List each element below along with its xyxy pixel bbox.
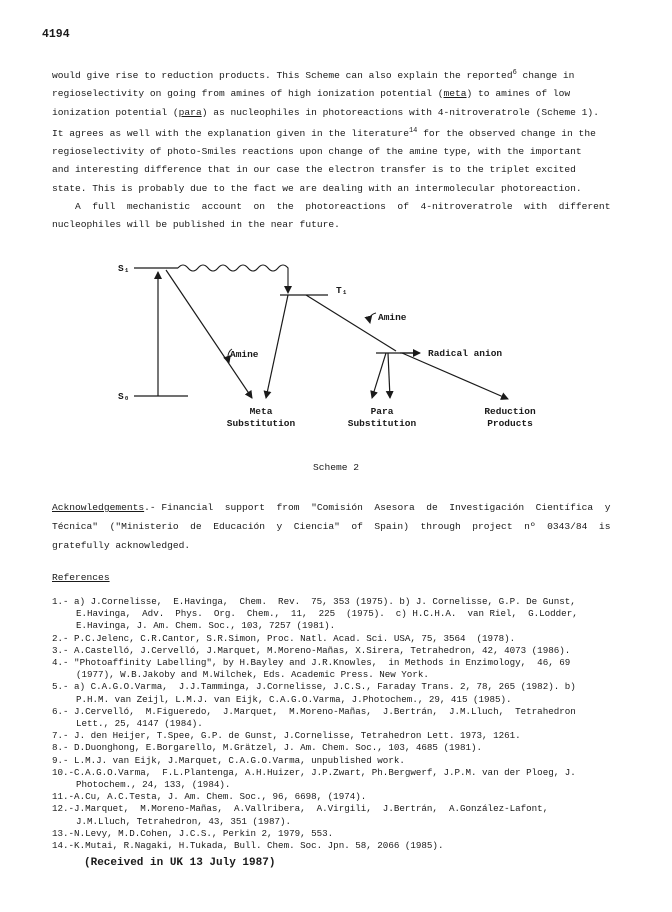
reference-item — [52, 657, 624, 681]
t1-to-meta-arrow — [266, 295, 288, 398]
body-paragraph — [52, 64, 620, 234]
radical-to-para-arrow-2 — [388, 353, 390, 398]
isc-wavy-arrow — [178, 265, 288, 293]
amine-top-curl-arrow — [370, 313, 376, 323]
body-line-5: regioselectivity of photo-Smiles reactions upon change of the amine type, with the important — [52, 146, 582, 158]
body-line-6: and interesting difference that in our case the electron transfer is to the triplet excited — [52, 164, 576, 176]
reference-line: 7.- J. den Heijer, T.Spee, G.P. de Gunst, J.Cornelisse, Tetrahedron Lett. 1973, 1261. — [52, 730, 521, 742]
references-list — [52, 596, 624, 852]
reference-line: Lett., 25, 4147 (1984). — [76, 718, 203, 730]
reference-item — [52, 742, 624, 754]
reference-item — [52, 840, 624, 852]
t1-to-radical-arrow — [306, 295, 396, 351]
body-line-3: ionization potential (para) as nucleophiles in photoreactions with 4-nitroveratrole (Scheme 1). — [52, 106, 599, 118]
ack-line-2: Técnica" ("Ministerio de Educación y Ciencia" of Spain) through project nº 0343/84 is — [52, 521, 611, 532]
reference-line: P.H.M. van Zeijl, L.M.J. van Eijk, C.A.G.O.Varma, J.Photochem., 29, 415 (1985). — [76, 693, 512, 705]
s1-label: S₁ — [118, 263, 130, 274]
reference-line: 5.- a) C.A.G.O.Varma, J.J.Tamminga, J.Cornelisse, J.C.S., Faraday Trans. 2, 78, 265 (1982). b) — [52, 681, 576, 693]
references-title: References — [52, 572, 110, 583]
para-label: Para — [370, 406, 394, 417]
acknowledgements-title: Acknowledgements — [52, 502, 145, 513]
reference-line: 14.-K.Mutai, R.Nagaki, H.Tukada, Bull. Chem. Soc. Jpn. 58, 2066 (1985). — [52, 840, 444, 852]
reference-line: J.M.Lluch, Tetrahedron, 43, 351 (1987). — [76, 815, 292, 827]
body-line-2: regioselectivity on going from amines of high ionization potential (meta) to amines of low — [52, 88, 571, 100]
reference-line: (1977), W.B.Jakoby and M.Wilchek, Eds. Academic Press. New York. — [76, 669, 429, 681]
scheme-caption: Scheme 2 — [312, 462, 360, 473]
page-number: 4194 — [42, 28, 70, 41]
body-line-4: It agrees as well with the explanation given in the literature$^{14}$ for the observed change in the — [52, 126, 596, 139]
reference-item — [52, 706, 624, 730]
meta-term: meta — [443, 88, 467, 100]
reference-item — [52, 633, 624, 645]
body-line-7: state. This is probably due to the fact we are dealing with an intermolecular photoreaction. — [52, 182, 582, 194]
reference-line: 9.- L.M.J. van Eijk, J.Marquet, C.A.G.O.Varma, unpublished work. — [52, 754, 405, 766]
para-substitution-label: Substitution — [347, 418, 417, 429]
reference-line: 12.-J.Marquet, M.Moreno-Mañas, A.Vallribera, A.Virgili, J.Bertrán, A.González-Lafont, — [52, 803, 549, 815]
reference-item — [52, 596, 624, 633]
body-line-1: would give rise to reduction products. This Scheme can also explain the reported$^6$ change in — [52, 69, 575, 82]
radical-to-reduction-arrow — [402, 353, 508, 399]
meta-label: Meta — [249, 406, 273, 417]
t1-label: T₁ — [336, 285, 348, 296]
body-line-9: nucleophiles will be published in the near future. — [52, 219, 340, 230]
reference-item — [52, 767, 624, 791]
reference-line: 2.- P.C.Jelenc, C.R.Cantor, S.R.Simon, Proc. Natl. Acad. Sci. USA, 75, 3564 (1978). — [52, 632, 516, 644]
reference-line: 6.- J.Cervelló, M.Figueredo, J.Marquet, M.Moreno-Mañas, J.Bertrán, J.M.Lluch, Tetrahedron — [52, 705, 576, 717]
reference-line: Photochem., 24, 133, (1984). — [76, 779, 231, 791]
reference-line: 3.- A.Castelló, J.Cervelló, J.Marquet, M.Moreno-Mañas, X.Sirera, Tetrahedron, 42, 4073 (1986). — [52, 644, 571, 656]
reference-item — [52, 645, 624, 657]
reference-line: 8.- D.Duonghong, E.Borgarello, M.Grätzel, J. Am. Chem. Soc., 103, 4685 (1981). — [52, 742, 483, 754]
reference-line: E.Havinga, Adv. Phys. Org. Chem., 11, 225 (1975). c) H.C.H.A. van Riel, G.Lodder, — [76, 608, 578, 620]
reduction-label: Reduction — [484, 406, 536, 417]
received-note: (Received in UK 13 July 1987) — [84, 857, 276, 869]
reference-line: 4.- "Photoaffinity Labelling", by H.Bayley and J.R.Knowles, in Methods in Enzimology, 46, 69 — [52, 657, 571, 669]
amine-top-label: Amine — [378, 312, 407, 323]
reference-line: 11.-A.Cu, A.C.Testa, J. Am. Chem. Soc., 96, 6698, (1974). — [52, 791, 367, 803]
reference-line: 10.-C.A.G.O.Varma, F.L.Plantenga, A.H.Huizer, J.P.Zwart, Ph.Bergwerf, J.P.M. van der Ploeg, J. — [52, 766, 576, 778]
meta-substitution-label: Substitution — [226, 418, 296, 429]
reference-line: 1.- a) J.Cornelisse, E.Havinga, Chem. Rev. 75, 353 (1975). b) J. Cornelisse, G.P. De Gunst, — [52, 596, 576, 607]
amine-left-label: Amine — [230, 349, 259, 360]
reference-item — [52, 681, 624, 705]
reference-item — [52, 755, 624, 767]
reference-line: E.Havinga, J. Am. Chem. Soc., 103, 7257 (1981). — [76, 620, 336, 632]
reference-item — [52, 828, 624, 840]
s0-label: S₀ — [118, 391, 130, 402]
reduction-products-label: Products — [487, 418, 533, 429]
reference-item — [52, 730, 624, 742]
radical-anion-label: Radical anion — [428, 348, 503, 359]
reference-line: 13.-N.Levy, M.D.Cohen, J.C.S., Perkin 2, 1979, 553. — [52, 827, 334, 839]
s1-to-meta-arrow — [166, 270, 252, 398]
body-line-8: A full mechanistic account on the photoreactions of 4-nitroveratrole with different — [52, 200, 611, 212]
para-term: para — [178, 106, 202, 118]
ack-line-3: gratefully acknowledged. — [52, 540, 191, 551]
scheme-diagram — [110, 255, 550, 435]
acknowledgements — [52, 498, 620, 555]
radical-to-para-arrow — [372, 353, 386, 398]
reference-item — [52, 803, 624, 827]
ack-line-1: Acknowledgements.- Financial support from "Comisión Asesora de Investigación Científica y — [52, 502, 611, 513]
reference-item — [52, 791, 624, 803]
